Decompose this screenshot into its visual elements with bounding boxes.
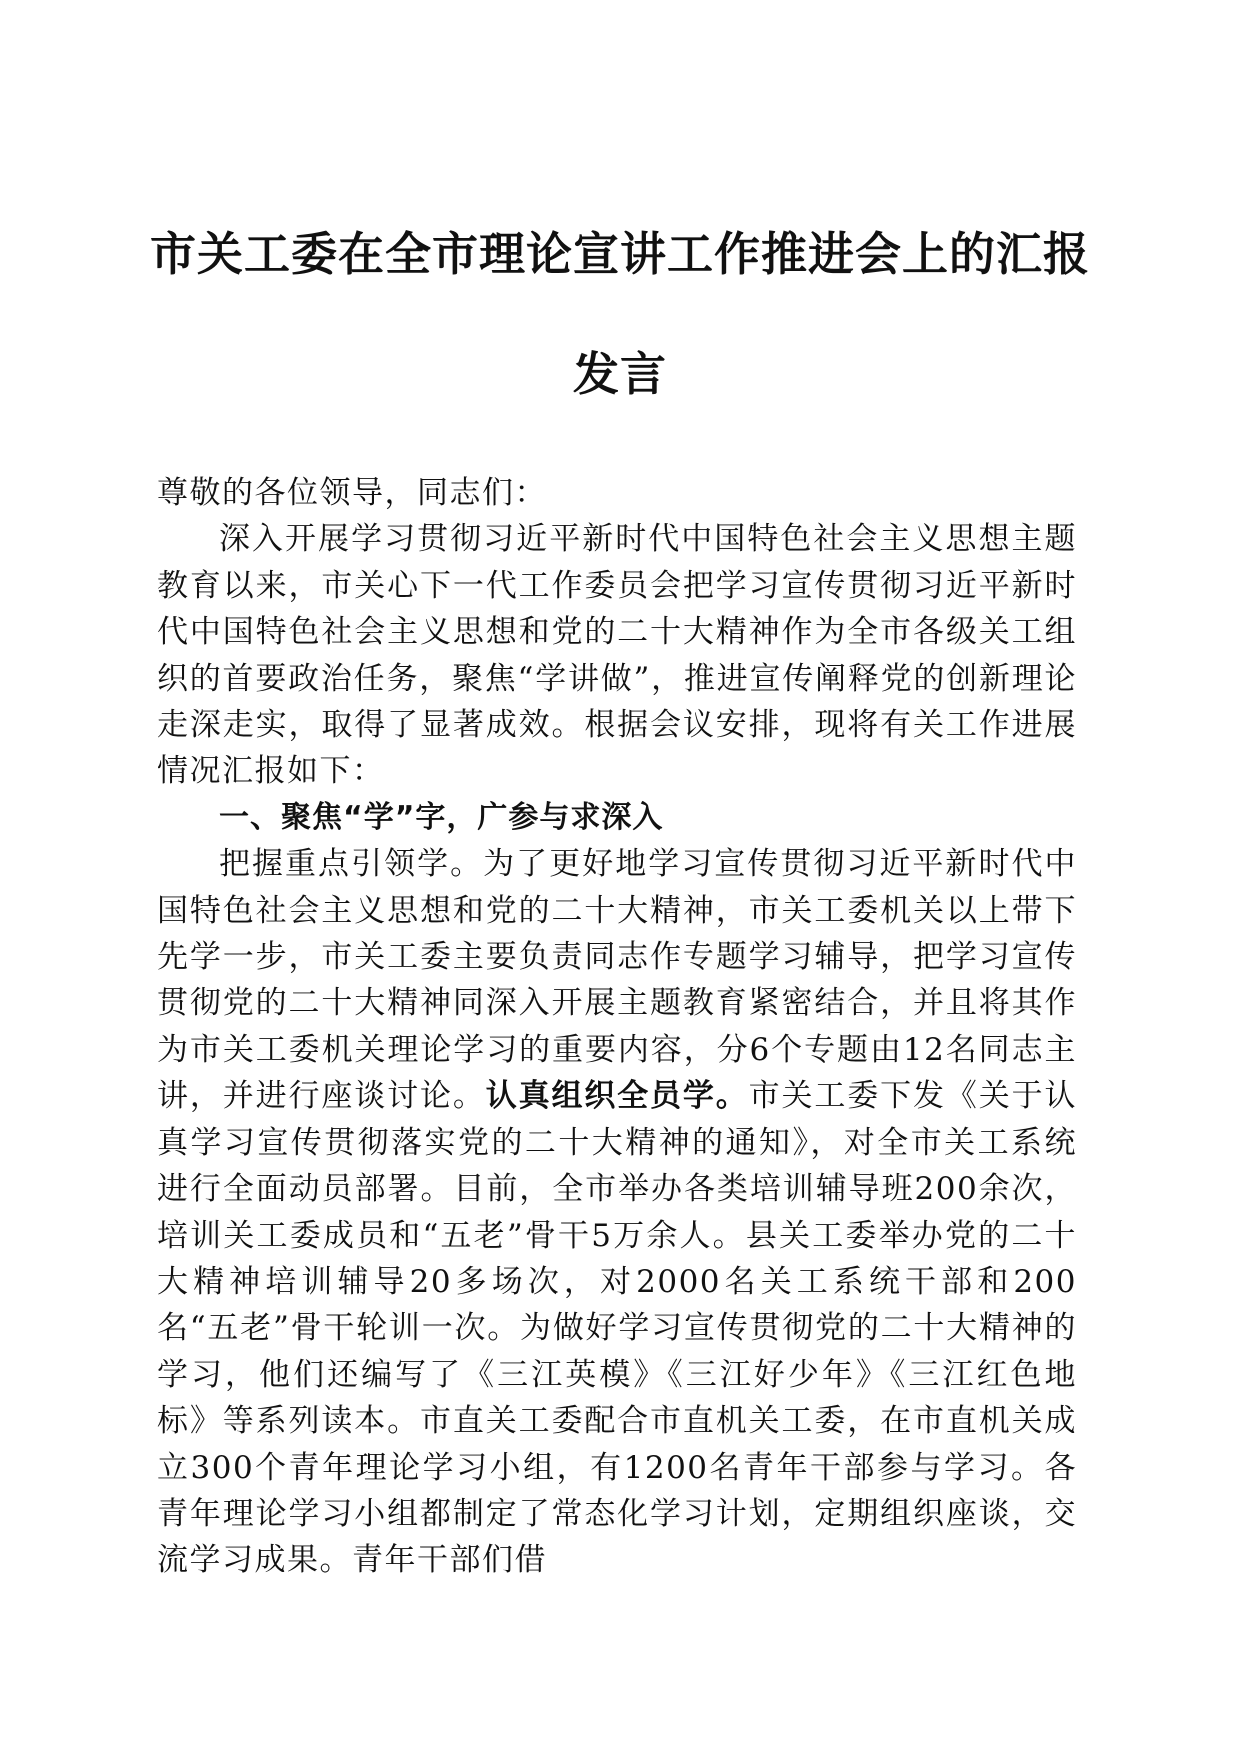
section1-text-a: 把握重点引领学。为了更好地学习宣传贯彻习近平新时代中国特色社会主义思想和党的二十大精神，市关工委机关以上带下先学一步，市关工委主要负责同志作专题学习辅导，把学习宣传贯彻党的二十大精神同深入开展主题教育紧密结合，并且将其作为市关工委机关理论学习的重要内容，分6个专题由12名同志主讲，并进行座谈讨论。 bbox=[157, 846, 1077, 1115]
section1-text-b: 市关工委下发《关于认真学习宣传贯彻落实党的二十大精神的通知》，对全市关工系统进行全面动员部署。目前，全市举办各类培训辅导班200余次，培训关工委成员和“五老”骨干5万余人。县关工委举办党的二十大精神培训辅导20多场次，对2000名关工系统干部和200名“五老”骨干轮训一次。为做好学习宣传贯彻党的二十大精神的学习，他们还编写了《三江英模》《三江好少年》《三江红色地标》等系列读本。市直关工委配合市直机关工委，在市直机关成立300个青年理论学习小组，有1200名青年干部参与学习。各青年理论学习小组都制定了常态化学习计划，定期组织座谈，交流学习成果。青年干部们借 bbox=[157, 1078, 1078, 1579]
intro-paragraph: 深入开展学习贯彻习近平新时代中国特色社会主义思想主题教育以来，市关心下一代工作委员会把学习宣传贯彻习近平新时代中国特色社会主义思想和党的二十大精神作为全市各级关工组织的首要政治任务，聚焦“学讲做”，推进宣传阐释党的创新理论走深走实，取得了显著成效。根据会议安排，现将有关工作进展情况汇报如下： bbox=[157, 521, 1077, 790]
document-title-line1: 市关工委在全市理论宣讲工作推进会上的汇报 bbox=[150, 227, 1090, 281]
document-title-line2: 发言 bbox=[573, 347, 667, 401]
salutation: 尊敬的各位领导，同志们： bbox=[157, 475, 547, 511]
section1-paragraph bbox=[157, 841, 1077, 1584]
document-body bbox=[157, 470, 1077, 1584]
section1-bold-phrase: 认真组织全员学。 bbox=[485, 1078, 749, 1115]
section1-heading: 一、聚焦“学”字，广参与求深入 bbox=[219, 799, 664, 835]
